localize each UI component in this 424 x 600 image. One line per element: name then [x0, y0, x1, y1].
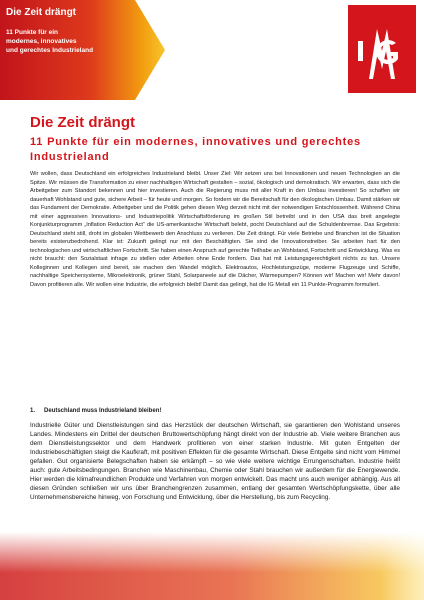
- intro-paragraph: Wir wollen, dass Deutschland ein erfolgreiches Industrieland bleibt. Unser Ziel: Wir setzen uns bei Innovationen und neuen Technologien an die Spitze. Wir müssen die Transformation zu einer nachhaltigen Wirtschaft gestalten – sozial, ökologisch und demokratisch. Wir erwarten, dass sich die Arbeitgeber zum Standort bekennen und hier investieren. Auch die Regierung muss mit aller Kraft in den Umbau investieren! So schaffen wir dauerhaft Wohlstand und gute, sichere Arbeit – für heute und morgen. So fordern wir die Bereitschaft für den ökologischen Umbau. Damit stärken wir das Fundament der Demokratie. Arbeitgeber und die Politik gehen diesen Weg derzeit nicht mit der notwendigen Entschlossenheit. Während China mit einer aggressiven Innovations- und Industriepolitik Wirtschaftsförderung im großen Stil betreibt und in den USA das breit angelegte Konjunkturprogramm „Inflation Reduction Act“ die US-amerikanische Wirtschaft belebt, pocht Deutschland auf die Schuldenbremse. Das Ergebnis: Deutschland steht still, droht im globalen Wettbewerb den Anschluss zu verlieren. Die Zeit drängt. Für viele Betriebe und Branchen ist die Situation bereits existenzbedrohend. Klar ist: Zukunft gelingt nur mit den Beschäftigten. Sie sind die Innovationstreiber. Sie arbeiten hart für den technologischen und wirtschaftlichen Fortschritt. Sie haben einen Anspruch auf gerechte Teilhabe an Wohlstand, Fortschritt und Entwicklung. Was es nicht braucht: den Sozialstaat infrage zu stellen oder Arbeiten ohne Ende fordern. Das hat mit Leistungsgerechtigkeit nichts zu tun. Unsere Kolleginnen und Kollegen sind bereit, sie machen den Wandel möglich. Elektroautos, Hochleistungszüge, moderne Flugzeuge und Schiffe, nachhaltige Speichersysteme, Mikroelektronik, grüner Stahl, Solarpaneele auf die Dächer, Wärmepumpen? Können wir! Machen wir! Mehr davon! Davon profitieren alle. Wir wollen eine Industrie, die erfolgreich bleibt! Damit das gelingt, hat die IG Metall ein 11 Punkte-Programm formuliert.: [30, 171, 400, 288]
- footer-gradient: [0, 532, 424, 600]
- banner-title: Die Zeit drängt: [6, 7, 77, 18]
- section-number: 1.: [30, 408, 36, 414]
- section-title: Deutschland muss Industrieland bleiben!: [44, 408, 162, 414]
- ig-metall-logo: [348, 5, 416, 93]
- page-title: Die Zeit drängt: [30, 114, 136, 131]
- banner-text: [6, 7, 156, 55]
- section-heading: [30, 408, 161, 414]
- banner-subtitle: 11 Punkte für ein modernes, innovatives und gerechtes Industrieland: [6, 29, 94, 54]
- page-subtitle: 11 Punkte für ein modernes, innovatives und gerechtes Industrieland: [30, 136, 361, 163]
- section-paragraph: Industrielle Güter und Dienstleistungen sind das Herzstück der deutschen Wirtschaft, sie garantieren den Wohlstand unseres Landes. Mindestens ein Drittel der deutschen Bruttowertschöpfung hängt direkt von der Industrie ab. Viele weitere Branchen aus dem Dienstleistungssektor und dem Handwerk profitieren von einer starken Industrie. Mit guten Entgelten der Industriebeschäftigten steigt die Kaufkraft, mit positiven Effekten für die gesamte Wirtschaft. Diese Entgelte sind nicht vom Himmel gefallen. Gut organisierte Belegschaften haben sie erkämpft – so wie viele weitere wichtige Errungenschaften. Industrie heißt auch: gute Arbeitsbedingungen. Branchen wie Maschinenbau, Chemie oder Stahl brauchen wir außerdem für die Energiewende. Hier werden die klimafreundlichen Produkte und Verfahren von morgen entwickelt. Das macht uns auch weniger abhängig. Aus all diesen Gründen schließen wir uns über Branchengrenzen zusammen, entlang der gesamten Wertschöpfungskette, über alle Unternehmensbereiche hinweg, von Forschung und Entwicklung, über die Herstellung, bis zum Recycling.: [30, 422, 400, 501]
